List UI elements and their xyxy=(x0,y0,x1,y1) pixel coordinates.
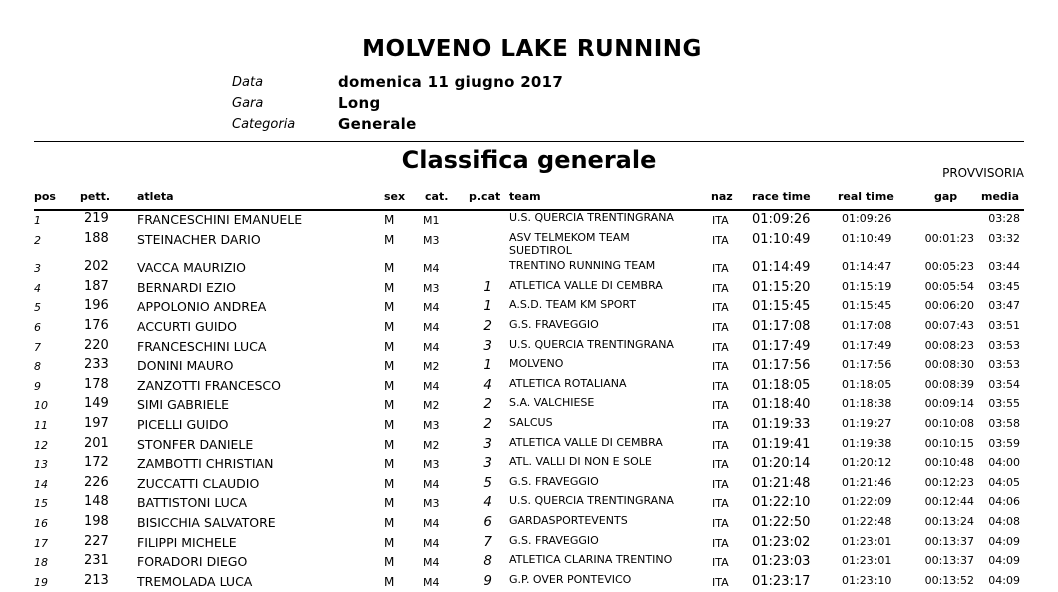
table-row xyxy=(0,259,1058,279)
cell-real-time: 01:14:47 xyxy=(842,260,892,274)
cell-race-time: 01:09:26 xyxy=(752,212,811,227)
cell-bib: 196 xyxy=(84,298,109,314)
cell-pos: 1 xyxy=(34,214,41,227)
cell-sex: M xyxy=(384,457,395,472)
cell-race-time: 01:17:08 xyxy=(752,319,811,334)
cell-real-time: 01:23:01 xyxy=(842,534,892,548)
cell-bib: 231 xyxy=(84,553,109,569)
cell-pos: 10 xyxy=(34,399,48,413)
cell-pos: 18 xyxy=(34,556,48,570)
cell-race-time: 01:18:40 xyxy=(752,397,811,413)
cell-pos: 6 xyxy=(34,321,41,334)
cell-gap: 00:13:37 xyxy=(924,554,974,568)
cell-pace: 03:55 xyxy=(988,397,1020,411)
cell-race-time: 01:20:14 xyxy=(752,456,811,472)
meta-label-category: Categoria xyxy=(232,117,296,132)
cell-athlete: BISICCHIA SALVATORE xyxy=(137,515,276,530)
cell-pace: 03:53 xyxy=(988,338,1020,352)
cell-bib: 149 xyxy=(84,396,109,412)
cell-bib: 172 xyxy=(84,455,109,471)
cell-gap: 00:01:23 xyxy=(924,231,974,245)
cell-pos: 8 xyxy=(34,360,41,374)
table-row xyxy=(0,279,1058,299)
cell-sex: M xyxy=(384,496,395,511)
cell-real-time: 01:18:05 xyxy=(842,377,892,391)
cell-category: M2 xyxy=(423,399,440,413)
table-row xyxy=(0,416,1058,436)
ranking-title: Classifica generale xyxy=(401,146,657,174)
cell-athlete: STEINACHER DARIO xyxy=(137,231,261,247)
cell-category: M2 xyxy=(423,438,440,452)
cell-pos: 16 xyxy=(34,517,48,530)
cell-bib: 219 xyxy=(84,211,109,226)
meta-value-race: Long xyxy=(338,94,381,112)
cell-real-time: 01:22:09 xyxy=(842,495,892,509)
cell-sex: M xyxy=(384,574,395,589)
cell-category: M3 xyxy=(423,458,440,472)
cell-category-position: 6 xyxy=(483,514,492,530)
cell-pace: 04:05 xyxy=(988,475,1020,489)
cell-sex: M xyxy=(384,535,395,550)
cell-real-time: 01:17:56 xyxy=(842,358,892,372)
cell-gap: 00:10:48 xyxy=(924,456,974,470)
cell-gap: 00:10:15 xyxy=(924,436,974,450)
cell-team: G.P. OVER PONTEVICO xyxy=(509,572,632,586)
cell-nation: ITA xyxy=(712,214,729,227)
cell-category-position: 2 xyxy=(483,318,492,334)
cell-team: ATLETICA ROTALIANA xyxy=(509,376,627,390)
cell-athlete: ACCURTI GUIDO xyxy=(137,319,237,334)
cell-gap: 00:12:23 xyxy=(924,475,974,489)
cell-race-time: 01:17:49 xyxy=(752,338,811,354)
cell-category: M3 xyxy=(423,497,440,511)
cell-athlete: SIMI GABRIELE xyxy=(137,397,230,413)
cell-real-time: 01:20:12 xyxy=(842,456,892,470)
cell-nation: ITA xyxy=(712,438,729,452)
cell-bib: 188 xyxy=(84,230,109,246)
cell-race-time: 01:18:05 xyxy=(752,377,811,393)
cell-gap: 00:09:14 xyxy=(924,397,974,411)
table-row xyxy=(0,475,1058,495)
cell-pos: 7 xyxy=(34,340,41,354)
cell-pace: 04:09 xyxy=(988,573,1020,587)
cell-category: M3 xyxy=(423,419,440,432)
cell-team: ASV TELMEKOM TEAM SUEDTIROL xyxy=(509,230,630,257)
cell-bib: 176 xyxy=(84,318,109,333)
cell-sex: M xyxy=(384,261,395,276)
cell-category: M4 xyxy=(423,536,440,550)
cell-real-time: 01:18:38 xyxy=(842,397,892,411)
cell-team: SALCUS xyxy=(509,416,553,429)
table-row xyxy=(0,534,1058,554)
cell-sex: M xyxy=(384,378,395,393)
cell-category-position: 7 xyxy=(483,533,492,550)
cell-pace: 04:09 xyxy=(988,534,1020,548)
cell-pos: 12 xyxy=(34,438,48,452)
cell-team: ATLETICA CLARINA TRENTINO xyxy=(509,553,673,567)
cell-real-time: 01:17:08 xyxy=(842,319,892,332)
cell-bib: 226 xyxy=(84,474,109,490)
cell-nation: ITA xyxy=(712,536,729,550)
cell-category-position: 3 xyxy=(483,455,492,472)
meta-label-date: Data xyxy=(232,75,264,90)
cell-bib: 198 xyxy=(84,514,109,529)
cell-athlete: FRANCESCHINI EMANUELE xyxy=(137,212,303,227)
cell-race-time: 01:10:49 xyxy=(752,231,811,247)
cell-athlete: BERNARDI EZIO xyxy=(137,279,237,295)
cell-athlete: VACCA MAURIZIO xyxy=(137,260,247,276)
cell-pos: 17 xyxy=(34,536,48,550)
cell-team: U.S. QUERCIA TRENTINGRANA xyxy=(509,494,674,508)
cell-bib: 178 xyxy=(84,376,109,392)
cell-athlete: TREMOLADA LUCA xyxy=(137,573,253,589)
cell-athlete: ZAMBOTTI CHRISTIAN xyxy=(137,456,274,472)
cell-athlete: BATTISTONI LUCA xyxy=(137,495,248,511)
cell-gap: 00:10:08 xyxy=(924,417,974,430)
cell-race-time: 01:23:02 xyxy=(752,534,811,550)
cell-gap: 00:05:23 xyxy=(924,260,974,274)
cell-pace: 03:58 xyxy=(988,417,1020,430)
cell-nation: ITA xyxy=(712,340,729,354)
cell-sex: M xyxy=(384,339,395,354)
cell-athlete: ZUCCATTI CLAUDIO xyxy=(137,475,260,491)
cell-pace: 03:51 xyxy=(988,319,1020,332)
col-header-atleta: atleta xyxy=(137,190,174,203)
cell-pos: 3 xyxy=(34,262,41,276)
table-row xyxy=(0,396,1058,416)
cell-race-time: 01:19:33 xyxy=(752,417,811,432)
cell-real-time: 01:19:38 xyxy=(842,436,892,450)
cell-nation: ITA xyxy=(712,575,729,589)
cell-sex: M xyxy=(384,437,395,452)
cell-real-time: 01:15:19 xyxy=(842,279,892,293)
cell-bib: 148 xyxy=(84,494,109,510)
cell-category-position: 9 xyxy=(483,572,492,589)
cell-category: M4 xyxy=(423,575,440,589)
cell-pos: 15 xyxy=(34,497,48,511)
cell-athlete: STONFER DANIELE xyxy=(137,436,254,452)
cell-bib: 197 xyxy=(84,416,109,431)
cell-team: MOLVENO xyxy=(509,357,564,371)
cell-category-position: 3 xyxy=(483,337,492,354)
col-header-pos: pos xyxy=(34,190,56,203)
cell-race-time: 01:17:56 xyxy=(752,358,811,374)
cell-pace: 03:45 xyxy=(988,279,1020,293)
cell-pace: 04:00 xyxy=(988,456,1020,470)
cell-sex: M xyxy=(384,280,395,295)
cell-category: M4 xyxy=(423,556,440,570)
cell-real-time: 01:23:10 xyxy=(842,573,892,587)
table-row xyxy=(0,230,1058,257)
cell-athlete: PICELLI GUIDO xyxy=(137,417,229,432)
cell-bib: 201 xyxy=(84,435,109,451)
cell-category: M4 xyxy=(423,321,440,334)
col-header-real-time: real time xyxy=(838,190,894,203)
cell-sex: M xyxy=(384,213,395,227)
cell-nation: ITA xyxy=(712,477,729,491)
cell-pace: 03:28 xyxy=(988,212,1020,225)
table-row xyxy=(0,211,1058,231)
cell-sex: M xyxy=(384,516,395,530)
cell-athlete: DONINI MAURO xyxy=(137,358,234,374)
cell-race-time: 01:19:41 xyxy=(752,436,811,452)
table-row xyxy=(0,338,1058,358)
cell-race-time: 01:15:20 xyxy=(752,279,811,295)
meta-label-race: Gara xyxy=(232,96,264,111)
table-row xyxy=(0,573,1058,592)
cell-athlete: ZANZOTTI FRANCESCO xyxy=(137,377,281,393)
cell-bib: 227 xyxy=(84,533,109,549)
cell-pace: 03:32 xyxy=(988,231,1020,245)
cell-category: M1 xyxy=(423,214,440,227)
cell-pos: 11 xyxy=(34,419,48,432)
cell-athlete: FILIPPI MICHELE xyxy=(137,534,237,550)
cell-gap: 00:07:43 xyxy=(924,319,974,332)
cell-bib: 187 xyxy=(84,278,109,294)
cell-gap: 00:05:54 xyxy=(924,279,974,293)
cell-pace: 03:44 xyxy=(988,260,1020,274)
cell-pace: 03:53 xyxy=(988,358,1020,372)
cell-pace: 03:59 xyxy=(988,436,1020,450)
cell-category-position: 2 xyxy=(483,416,492,432)
cell-team: S.A. VALCHIESE xyxy=(509,396,595,410)
col-header-naz: naz xyxy=(711,190,733,203)
cell-nation: ITA xyxy=(712,497,729,511)
cell-gap: 00:08:23 xyxy=(924,338,974,352)
cell-race-time: 01:23:03 xyxy=(752,554,811,570)
table-row xyxy=(0,514,1058,534)
table-row xyxy=(0,298,1058,318)
header-divider xyxy=(34,141,1024,142)
cell-gap: 00:08:39 xyxy=(924,377,974,391)
cell-nation: ITA xyxy=(712,458,729,472)
cell-category: M4 xyxy=(423,379,440,393)
cell-team: G.S. FRAVEGGIO xyxy=(509,474,599,488)
cell-pace: 04:09 xyxy=(988,554,1020,568)
col-header-team: team xyxy=(509,190,541,203)
col-header-race-time: race time xyxy=(752,190,811,203)
cell-pos: 13 xyxy=(34,458,48,472)
cell-team: ATLETICA VALLE DI CEMBRA xyxy=(509,278,663,292)
cell-team: G.S. FRAVEGGIO xyxy=(509,318,599,331)
meta-value-date: domenica 11 giugno 2017 xyxy=(338,73,564,91)
cell-real-time: 01:21:46 xyxy=(842,475,892,489)
cell-bib: 220 xyxy=(84,337,109,353)
cell-nation: ITA xyxy=(712,321,729,334)
cell-category: M4 xyxy=(423,517,440,530)
cell-sex: M xyxy=(384,555,395,570)
cell-category: M3 xyxy=(423,233,440,247)
cell-race-time: 01:22:10 xyxy=(752,495,811,511)
table-row xyxy=(0,494,1058,514)
cell-pos: 5 xyxy=(34,301,41,315)
cell-gap: 00:08:30 xyxy=(924,358,974,372)
cell-category-position: 1 xyxy=(483,357,492,374)
col-header-cat: cat. xyxy=(425,190,449,203)
table-row xyxy=(0,553,1058,573)
table-row xyxy=(0,436,1058,456)
cell-category-position: 8 xyxy=(483,553,492,570)
cell-nation: ITA xyxy=(712,233,729,247)
cell-real-time: 01:19:27 xyxy=(842,417,892,430)
table-row xyxy=(0,377,1058,397)
status-label: PROVVISORIA xyxy=(942,166,1024,180)
cell-category-position: 1 xyxy=(483,298,492,315)
race-title: MOLVENO LAKE RUNNING xyxy=(362,36,702,62)
cell-team: TRENTINO RUNNING TEAM xyxy=(509,259,656,273)
cell-pos: 2 xyxy=(34,233,41,247)
cell-pos: 9 xyxy=(34,379,41,393)
cell-category: M4 xyxy=(423,340,440,354)
col-header-pett: pett. xyxy=(80,190,111,203)
cell-nation: ITA xyxy=(712,517,729,530)
cell-sex: M xyxy=(384,476,395,491)
cell-sex: M xyxy=(384,300,395,315)
cell-pos: 19 xyxy=(34,575,48,589)
table-row xyxy=(0,455,1058,475)
cell-bib: 213 xyxy=(84,572,109,588)
cell-real-time: 01:23:01 xyxy=(842,554,892,568)
cell-team: ATL. VALLI DI NON E SOLE xyxy=(509,455,652,469)
cell-category: M4 xyxy=(423,477,440,491)
cell-sex: M xyxy=(384,232,395,247)
cell-race-time: 01:23:17 xyxy=(752,573,811,589)
cell-bib: 233 xyxy=(84,357,109,373)
cell-race-time: 01:22:50 xyxy=(752,515,811,530)
cell-pace: 03:54 xyxy=(988,377,1020,391)
col-header-sex: sex xyxy=(384,190,406,203)
cell-gap: 00:06:20 xyxy=(924,299,974,313)
cell-team: U.S. QUERCIA TRENTINGRANA xyxy=(509,211,674,224)
cell-sex: M xyxy=(384,359,395,374)
cell-sex: M xyxy=(384,418,395,432)
cell-bib: 202 xyxy=(84,259,109,275)
cell-gap: 00:13:52 xyxy=(924,573,974,587)
cell-category-position: 3 xyxy=(483,435,492,452)
cell-sex: M xyxy=(384,398,395,413)
cell-nation: ITA xyxy=(712,281,729,295)
cell-nation: ITA xyxy=(712,556,729,570)
cell-category-position: 4 xyxy=(483,376,492,393)
cell-real-time: 01:22:48 xyxy=(842,515,892,528)
cell-real-time: 01:17:49 xyxy=(842,338,892,352)
cell-nation: ITA xyxy=(712,360,729,374)
cell-athlete: APPOLONIO ANDREA xyxy=(137,299,267,315)
col-header-gap: gap xyxy=(934,190,958,203)
col-header-media: media xyxy=(981,190,1019,203)
cell-team: ATLETICA VALLE DI CEMBRA xyxy=(509,435,663,449)
cell-team: GARDASPORTEVENTS xyxy=(509,514,628,527)
table-row xyxy=(0,318,1058,338)
cell-team: G.S. FRAVEGGIO xyxy=(509,533,599,547)
cell-gap: 00:13:37 xyxy=(924,534,974,548)
cell-race-time: 01:14:49 xyxy=(752,260,811,276)
cell-pace: 04:06 xyxy=(988,495,1020,509)
cell-pace: 04:08 xyxy=(988,515,1020,528)
cell-race-time: 01:21:48 xyxy=(752,475,811,491)
cell-category: M3 xyxy=(423,281,440,295)
cell-team: U.S. QUERCIA TRENTINGRANA xyxy=(509,337,674,351)
cell-athlete: FRANCESCHINI LUCA xyxy=(137,338,267,354)
cell-pos: 4 xyxy=(34,281,41,295)
cell-sex: M xyxy=(384,320,395,334)
cell-category: M4 xyxy=(423,262,440,276)
cell-real-time: 01:15:45 xyxy=(842,299,892,313)
cell-nation: ITA xyxy=(712,419,729,432)
cell-category: M4 xyxy=(423,301,440,315)
col-header-pcat: p.cat xyxy=(469,190,501,203)
table-row xyxy=(0,357,1058,377)
cell-category-position: 4 xyxy=(483,494,492,511)
cell-category-position: 5 xyxy=(483,474,492,491)
cell-real-time: 01:09:26 xyxy=(842,212,892,225)
cell-category: M2 xyxy=(423,360,440,374)
cell-pos: 14 xyxy=(34,477,48,491)
cell-nation: ITA xyxy=(712,301,729,315)
meta-value-category: Generale xyxy=(338,115,417,133)
cell-nation: ITA xyxy=(712,379,729,393)
cell-nation: ITA xyxy=(712,399,729,413)
cell-athlete: FORADORI DIEGO xyxy=(137,554,248,570)
cell-nation: ITA xyxy=(712,262,729,276)
cell-team: A.S.D. TEAM KM SPORT xyxy=(509,298,636,312)
cell-real-time: 01:10:49 xyxy=(842,231,892,245)
cell-race-time: 01:15:45 xyxy=(752,299,811,315)
cell-category-position: 2 xyxy=(483,396,492,413)
cell-gap: 00:13:24 xyxy=(924,515,974,528)
cell-category-position: 1 xyxy=(483,278,492,295)
cell-pace: 03:47 xyxy=(988,299,1020,313)
cell-gap: 00:12:44 xyxy=(924,495,974,509)
